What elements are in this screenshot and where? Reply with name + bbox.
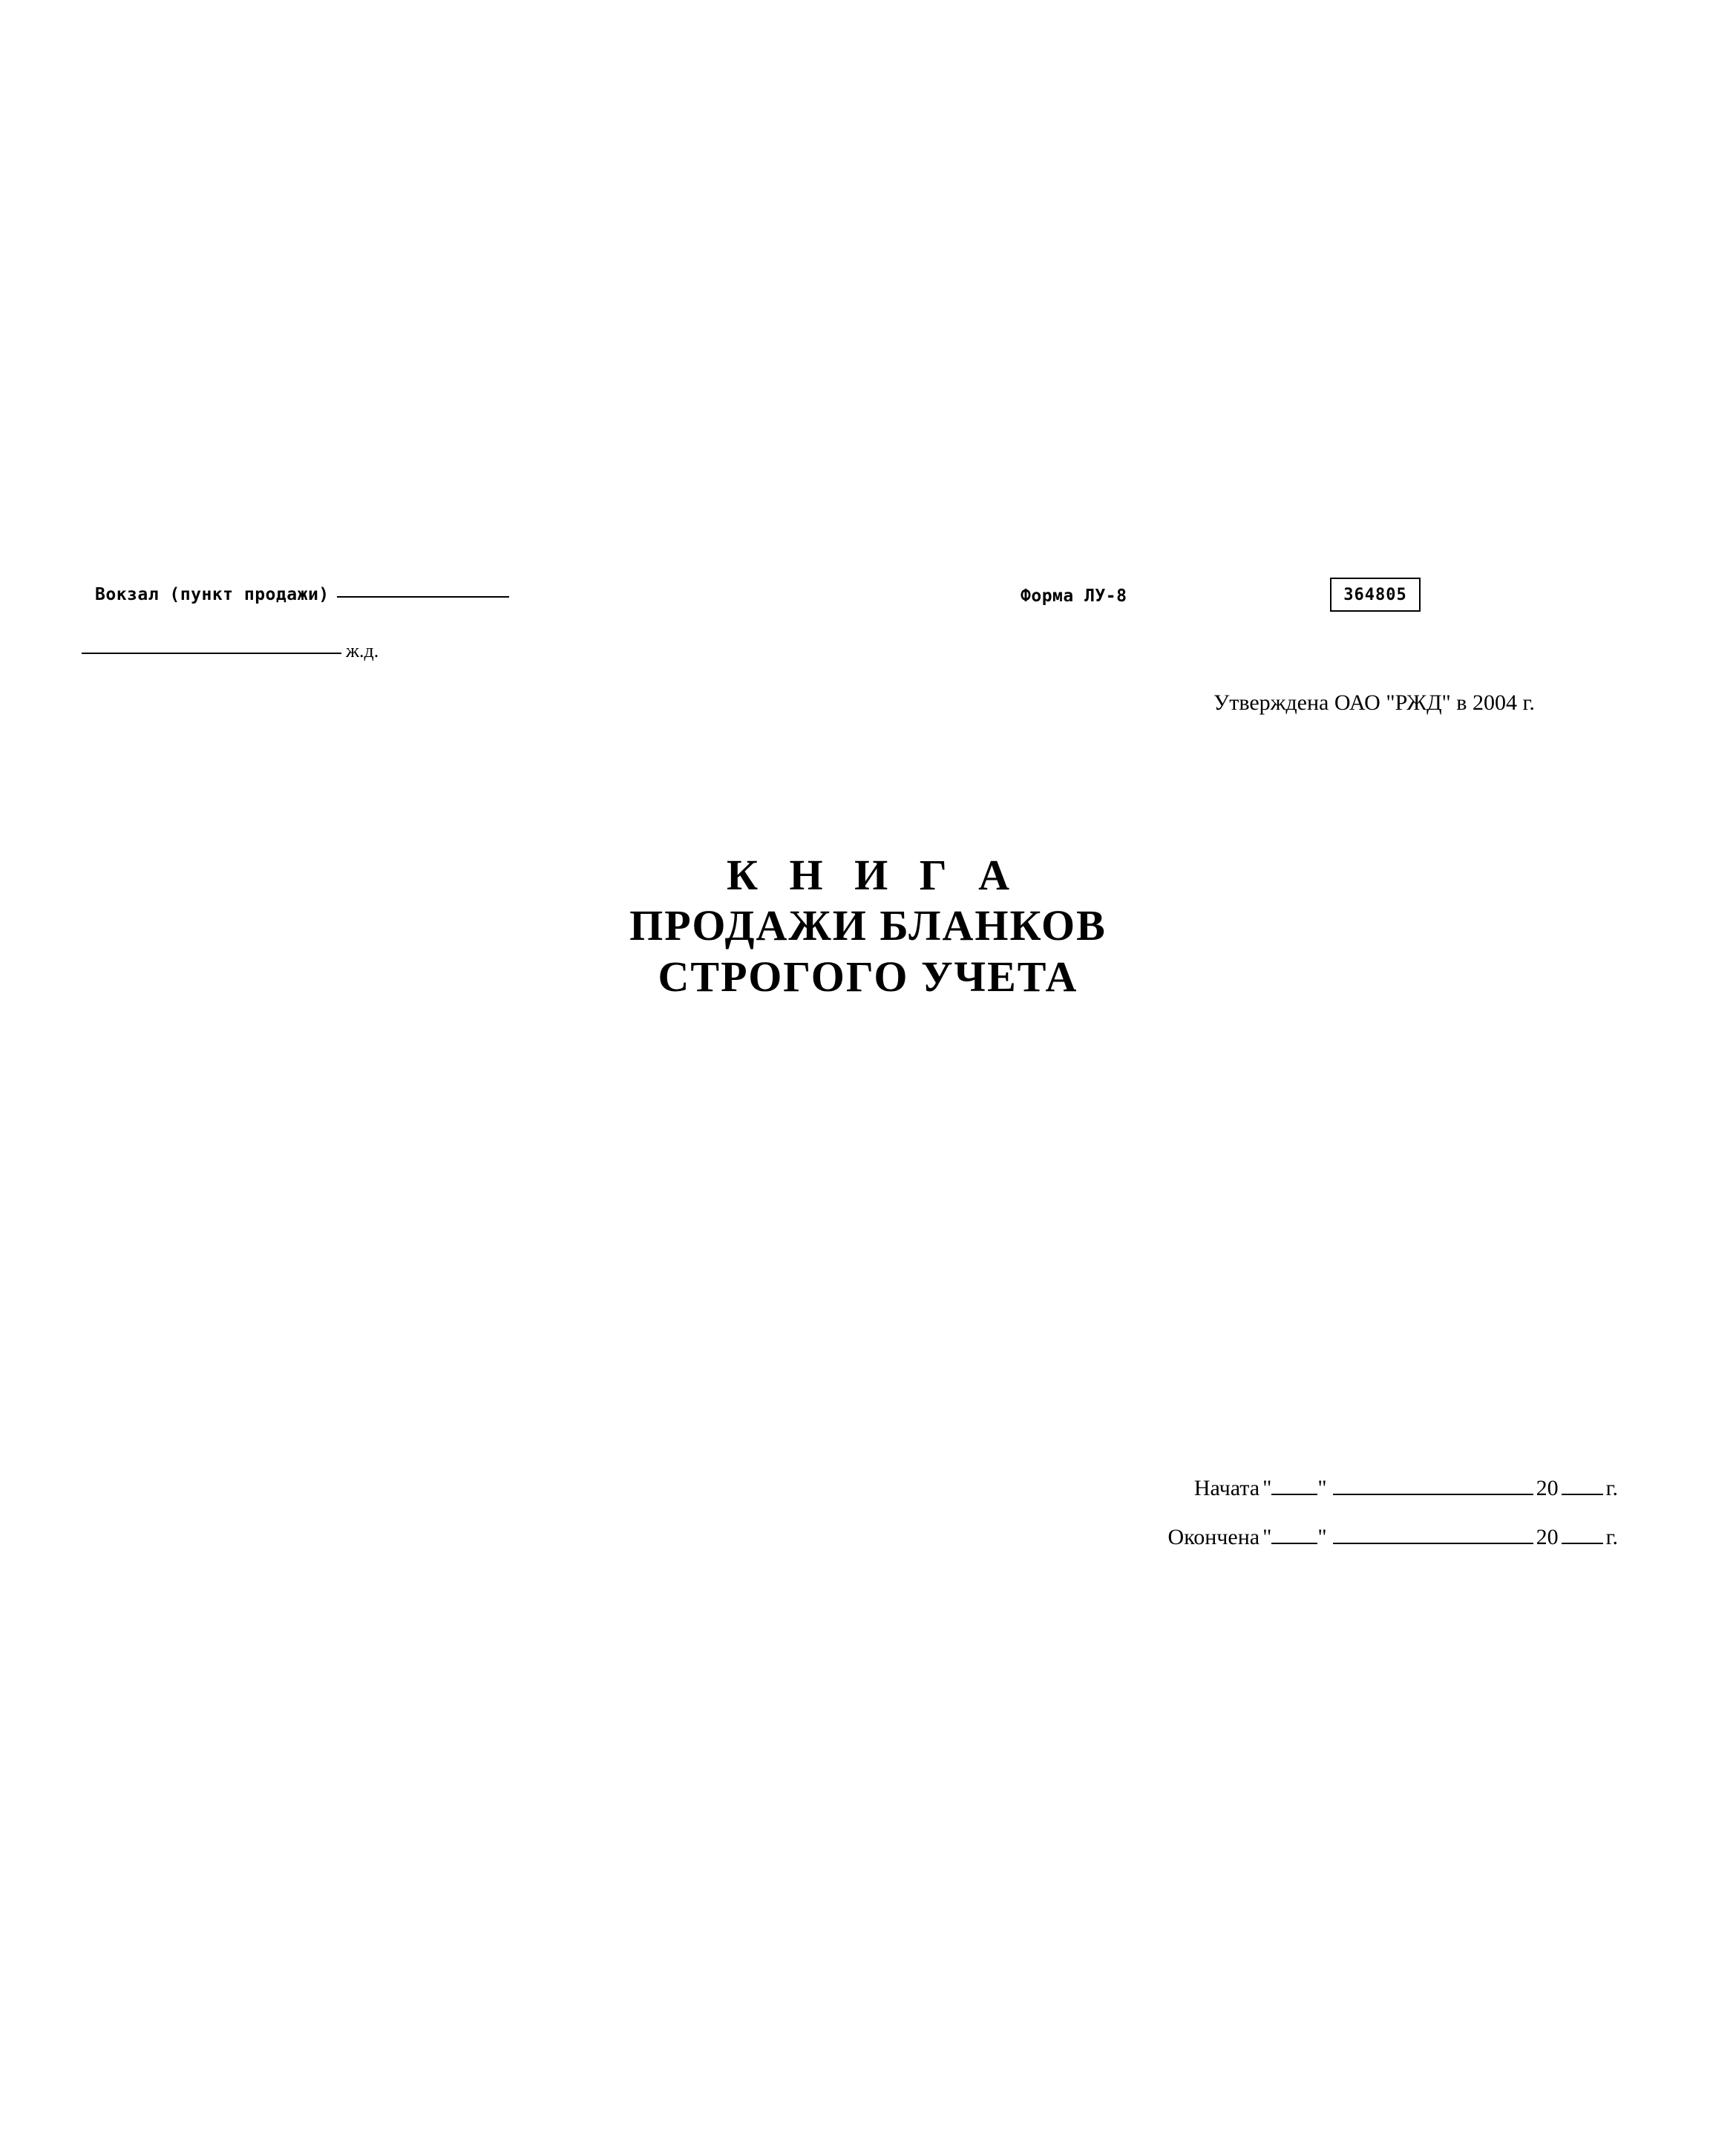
end-date-label: Окончена bbox=[1167, 1525, 1260, 1549]
end-day-input[interactable] bbox=[1271, 1543, 1317, 1544]
end-quote-close: " bbox=[1317, 1525, 1327, 1549]
date-fields bbox=[1024, 1476, 1618, 1574]
end-year-input[interactable] bbox=[1562, 1543, 1603, 1544]
title-line-3: СТРОГОГО УЧЕТА bbox=[658, 952, 1078, 1001]
end-quote-open: " bbox=[1262, 1525, 1272, 1549]
approval-note: Утверждена ОАО "РЖД" в 2004 г. bbox=[1213, 690, 1535, 715]
document-title bbox=[0, 850, 1736, 1002]
serial-number-box: 364805 bbox=[1330, 578, 1421, 612]
end-month-input[interactable] bbox=[1333, 1543, 1533, 1544]
end-year-prefix: 20 bbox=[1536, 1525, 1559, 1549]
railway-input-rule[interactable] bbox=[82, 653, 341, 654]
start-quote-open: " bbox=[1262, 1476, 1272, 1500]
end-year-suffix: г. bbox=[1605, 1525, 1618, 1549]
title-line-2: ПРОДАЖИ БЛАНКОВ bbox=[629, 901, 1107, 950]
start-year-suffix: г. bbox=[1605, 1476, 1618, 1500]
form-code: Форма ЛУ-8 bbox=[1021, 586, 1127, 606]
start-day-input[interactable] bbox=[1271, 1494, 1317, 1495]
title-line-1: К Н И Г А bbox=[726, 851, 1021, 899]
end-date-row[interactable] bbox=[1024, 1525, 1618, 1574]
start-quote-close: " bbox=[1317, 1476, 1327, 1500]
start-year-input[interactable] bbox=[1562, 1494, 1603, 1495]
start-year-prefix: 20 bbox=[1536, 1476, 1559, 1500]
start-date-row[interactable] bbox=[1024, 1476, 1618, 1525]
start-month-input[interactable] bbox=[1333, 1494, 1533, 1495]
railway-label: ж.д. bbox=[346, 640, 379, 661]
station-input-rule[interactable] bbox=[337, 596, 509, 598]
station-field[interactable] bbox=[95, 585, 509, 604]
station-label: Вокзал (пункт продажи) bbox=[95, 585, 330, 604]
railway-field[interactable] bbox=[82, 640, 379, 662]
start-date-label: Начата bbox=[1193, 1476, 1260, 1500]
